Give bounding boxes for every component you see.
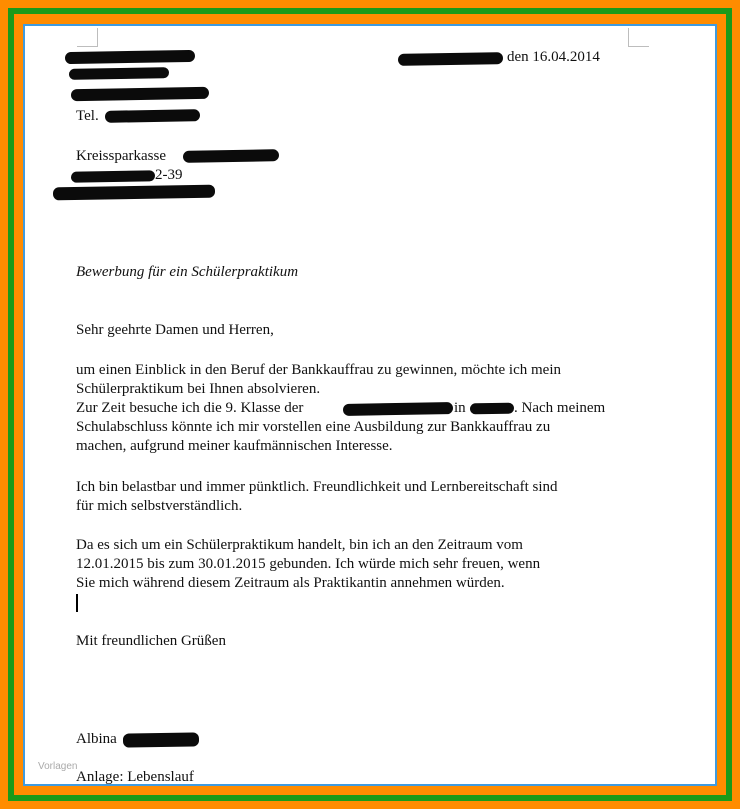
paragraph2-line2: für mich selbstverständlich. <box>76 498 243 514</box>
paragraph3-line3: Sie mich während diesem Zeitraum als Praktikantin annehmen würden. <box>76 575 505 591</box>
paragraph1-line1: um einen Einblick in den Beruf der Bankkauffrau zu gewinnen, möchte ich mein <box>76 362 561 378</box>
margin-corner-top-left <box>77 28 98 47</box>
redacted-phone-number <box>105 109 200 123</box>
redacted-sender-street <box>69 67 169 80</box>
closing: Mit freundlichen Grüßen <box>76 633 226 649</box>
paragraph1-line4: Schulabschluss könnte ich mir vorstellen eine Ausbildung zur Bankkauffrau zu <box>76 419 551 435</box>
phone-label: Tel. <box>76 108 99 124</box>
attachment-note: Anlage: Lebenslauf <box>76 769 194 785</box>
paragraph1-line3: Zur Zeit besuche ich die 9. Klasse der <box>76 400 304 416</box>
date-line: den 16.04.2014 <box>507 49 600 65</box>
redacted-recipient-city <box>53 185 215 201</box>
text-cursor <box>76 594 78 612</box>
recipient-bank: Kreissparkasse <box>76 148 166 164</box>
redacted-school-city <box>470 403 514 415</box>
redacted-place <box>398 52 503 66</box>
redacted-sender-name <box>65 50 195 64</box>
paragraph2-line1: Ich bin belastbar und immer pünktlich. Freundlichkeit und Lernbereitschaft sind <box>76 479 558 495</box>
redacted-recipient-street <box>71 170 155 182</box>
document-frame <box>23 24 717 786</box>
salutation: Sehr geehrte Damen und Herren, <box>76 322 274 338</box>
watermark: Vorlagen <box>38 761 78 772</box>
paragraph3-line1: Da es sich um ein Schülerpraktikum handelt, bin ich an den Zeitraum vom <box>76 537 523 553</box>
letter-subject: Bewerbung für ein Schülerpraktikum <box>76 264 299 280</box>
paragraph1-line3-in: in <box>454 400 466 416</box>
recipient-street-number: 2-39 <box>155 167 183 183</box>
letter-page <box>25 26 715 784</box>
signature-first-name: Albina <box>76 731 117 747</box>
redacted-surname <box>123 732 199 747</box>
redacted-sender-city <box>71 87 209 101</box>
paragraph1-line2: Schülerpraktikum bei Ihnen absolvieren. <box>76 381 321 397</box>
paragraph1-line5: machen, aufgrund meiner kaufmännischen Interesse. <box>76 438 393 454</box>
paragraph1-line3-tail: . Nach meinem <box>514 400 606 416</box>
redacted-bank-branch <box>183 149 279 163</box>
redacted-school-name <box>343 402 453 416</box>
paragraph3-line2: 12.01.2015 bis zum 30.01.2015 gebunden. Ich würde mich sehr freuen, wenn <box>76 556 541 572</box>
margin-corner-top-right <box>628 28 649 47</box>
